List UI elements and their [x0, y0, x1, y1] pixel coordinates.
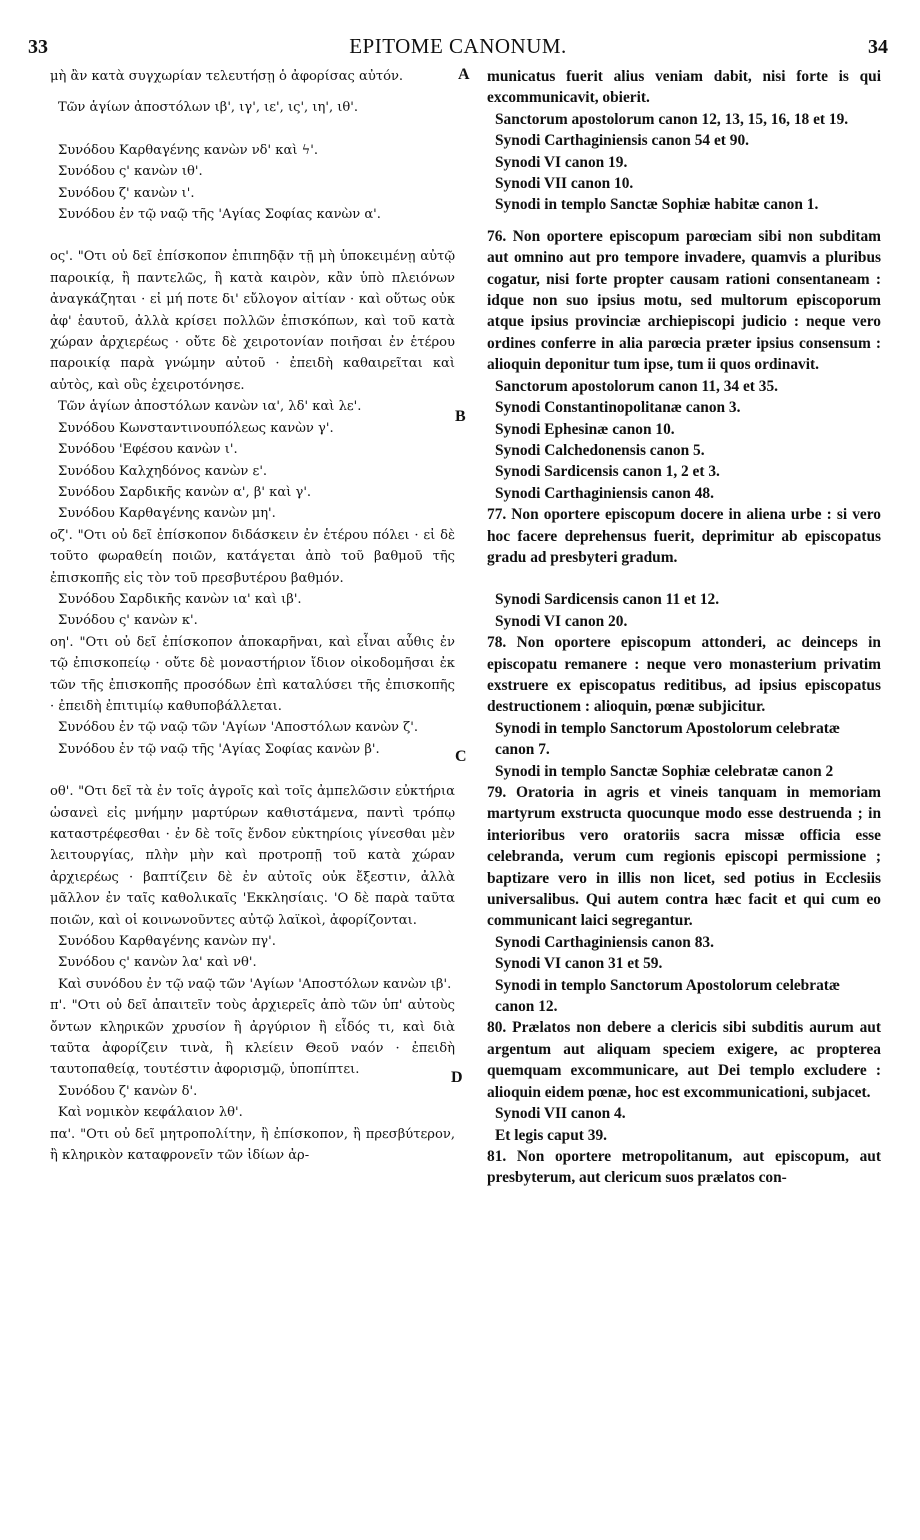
running-title: EPITOME CANONUM.	[349, 34, 567, 58]
margin-marker-a: A	[458, 66, 470, 83]
latin-canon-78: 78. Non oportere episcopum attonderi, ac deinceps in episcopatu remanere : neque vero monasterium privatim exstruere ex episcopatus reditibus, ad ipsius episcopatus destructionem : alioquin, pœnæ subjicitur.	[487, 634, 881, 716]
greek-reference: Καὶ συνόδου ἐν τῷ ναῷ τῶν 'Αγίων 'Αποστόλων κανὼν ιβ'.	[58, 976, 452, 992]
latin-reference: Synodi VI canon 19.	[495, 153, 628, 171]
latin-reference: Synodi VI canon 31 et 59.	[495, 955, 663, 973]
latin-reference: Sanctorum apostolorum canon 11, 34 et 35.	[495, 377, 779, 395]
latin-reference: Synodi in templo Sanctorum Apostolorum celebratæ canon 7.	[495, 719, 841, 759]
greek-canon-76: ος'. "Οτι οὐ δεῖ ἐπίσκοπον ἐπιπηδᾷν τῇ μὴ ὑποκειμένῃ αὐτῷ παροικίᾳ, ἢ παντελῶς, ἢ κατὰ καιρὸν, κἂν ὑπὸ πλειόνων ἀναγκάζηται · εἰ μή ποτε δι' εὔλογον αἰτίαν · καὶ οὕτως οὐκ ἀφ' ἑαυτοῦ, ἀλλὰ κρίσει πολλῶν ἐπισκόπων, καὶ τοῦ κατὰ χώραν ἀρχιερέως · οὔτε δὲ χειροτονίαν ποιῆσαι ἐν ἑτέρου παροικίᾳ παρὰ γνώμην αὐτοῦ · ἐπειδὴ καθαιρεῖται καὶ αὐτὸς, καὶ οὓς ἐχειροτόνησε.	[50, 249, 455, 393]
margin-marker-d: D	[451, 1069, 463, 1086]
greek-reference: Καὶ νομικὸν κεφάλαιον λθ'.	[58, 1105, 243, 1121]
greek-reference: Συνόδου ἐν τῷ ναῷ τῆς 'Αγίας Σοφίας κανὼν α'.	[58, 207, 381, 223]
greek-reference: Συνόδου ς' κανὼν ιθ'.	[58, 164, 203, 180]
latin-reference: Sanctorum apostolorum canon 12, 13, 15, 16, 18 et 19.	[495, 110, 849, 128]
latin-canon-80: 80. Prælatos non debere a clericis sibi subditis aurum aut argentum aut aliquam speciem exigere, ac propterea quemquam excommunicare, aut Dei templo excludere : alioquin eidem pœnæ, hoc est excommunicationi, subjacet.	[487, 1019, 881, 1101]
greek-reference: Συνόδου Καρθαγένης κανὼν νδ' καὶ ϟ'.	[58, 142, 319, 158]
left-page-number: 33	[28, 36, 48, 58]
greek-line: μὴ ἂν κατὰ συγχωρίαν τελευτήσῃ ὁ ἀφορίσας αὐτόν.	[50, 69, 404, 84]
latin-reference: Synodi VII canon 4.	[495, 1105, 626, 1123]
greek-reference: Συνόδου ἐν τῷ ναῷ τῆς 'Αγίας Σοφίας κανὼν β'.	[58, 741, 380, 757]
latin-canon-79: 79. Oratoria in agris et vineis tanquam in memoriam martyrum exstructa quocunque modo esse destruenda ; in interioribus vero oratoriis sacra missæ officia esse celebranda, verum cum regionis episcopi permissione ; baptizare vero in illis non licet, sed potius in Ecclesiis universalibus. Qui autem contra hæc facit et qui cum eo communicant laici segregantur.	[487, 784, 881, 930]
greek-reference: Συνόδου ζ' κανὼν ι'.	[58, 185, 195, 201]
latin-column	[487, 66, 881, 1189]
latin-reference: Synodi in templo Sanctæ Sophiæ celebratæ canon 2	[495, 762, 834, 780]
greek-reference: Συνόδου Κωνσταντινουπόλεως κανὼν γ'.	[58, 420, 334, 436]
greek-reference: Συνόδου Καρθαγένης κανὼν πγ'.	[58, 934, 276, 950]
running-header	[28, 34, 888, 64]
latin-reference: Synodi Carthaginiensis canon 48.	[495, 484, 714, 502]
latin-reference: Synodi Constantinopolitanæ canon 3.	[495, 399, 741, 417]
greek-reference: Συνόδου 'Εφέσου κανὼν ι'.	[58, 442, 238, 458]
greek-canon-80: π'. "Οτι οὐ δεῖ ἀπαιτεῖν τοὺς ἀρχιερεῖς ἀπὸ τῶν ὑπ' αὐτοὺς ὄντων κληρικῶν χρυσίον ἢ ἀργύριον ἢ εἶδός τι, καὶ διὰ ταῦτα ἀφορίζειν τινὰ, ἢ κλείειν Θεοῦ ναόν · ἐπειδὴ ταυτοπαθείᾳ, τουτέστιν ἀφορισμῷ, ὑποπίπτει.	[50, 998, 455, 1078]
latin-canon-77: 77. Non oportere episcopum docere in aliena urbe : si vero hoc facere deprehensus fuerit, deprimitur ab episcopatus gradu ad presbyteri gradum.	[487, 506, 881, 566]
latin-reference: Et legis caput 39.	[495, 1126, 608, 1144]
greek-column	[50, 66, 455, 1167]
greek-reference: Τῶν ἁγίων ἀποστόλων ιβ', ιγ', ιε', ις', ιη', ιθ'.	[58, 100, 359, 116]
greek-reference: Συνόδου ς' κανὼν κ'.	[58, 613, 198, 629]
greek-canon-77: οζ'. "Οτι οὐ δεῖ ἐπίσκοπον διδάσκειν ἐν ἑτέρου πόλει · εἰ δὲ τοῦτο φωραθείη ποιῶν, κατάγεται ἀπὸ τοῦ βαθμοῦ τῆς ἐπισκοπῆς εἰς τὸν τοῦ πρεσβυτέρου βαθμόν.	[50, 527, 455, 586]
greek-reference: Συνόδου ζ' κανὼν δ'.	[58, 1083, 198, 1099]
latin-reference: Synodi Calchedonensis canon 5.	[495, 441, 705, 459]
latin-reference: Synodi Sardicensis canon 11 et 12.	[495, 591, 720, 609]
greek-reference: Συνόδου Σαρδικῆς κανὼν α', β' καὶ γ'.	[58, 484, 312, 500]
greek-reference: Συνόδου ς' κανὼν λα' καὶ νθ'.	[58, 955, 257, 971]
latin-reference: Synodi Carthaginiensis canon 54 et 90.	[495, 132, 749, 150]
latin-reference: Synodi Carthaginiensis canon 83.	[495, 933, 714, 951]
latin-canon-76: 76. Non oportere episcopum parœciam sibi non subditam aut omnino aut pro tempore invadere, quamvis a pluribus cogatur, nisi forte propter causam rationi consentaneam : idque non suo ipsius motu, sed multorum episcoporum atque ipsius provinciæ archiepiscopi judicio : neque vero ordines conferre in alia parœcia præter ipsius consensum : alioquin deponitur tum ipse, tum ii quos ordinavit.	[487, 227, 881, 374]
latin-reference: Synodi Ephesinæ canon 10.	[495, 420, 675, 438]
greek-reference: Συνόδου Σαρδικῆς κανὼν ια' καὶ ιβ'.	[58, 591, 302, 607]
right-page-number: 34	[868, 36, 888, 58]
greek-canon-78: οη'. "Οτι οὐ δεῖ ἐπίσκοπον ἀποκαρῆναι, καὶ εἶναι αὖθις ἐν τῷ ἐπισκοπείῳ · οὔτε δὲ μοναστήριον ἴδιον οἰκοδομῆσαι ἐκ τῶν τῆς ἐπισκοπῆς προσόδων ἐπὶ καταλύσει τῆς ἐπισκοπῆς · ἐπειδὴ ἐπιτιμίῳ καθυποβάλλεται.	[50, 634, 455, 714]
latin-line: municatus fuerit alius veniam dabit, nisi forte is qui excommunicavit, obierit.	[487, 68, 881, 107]
latin-reference: Synodi Sardicensis canon 1, 2 et 3.	[495, 463, 720, 481]
greek-reference: Συνόδου Καλχηδόνος κανὼν ε'.	[58, 463, 268, 479]
margin-marker-c: C	[455, 748, 467, 765]
margin-marker-b: B	[455, 408, 466, 425]
latin-reference: Synodi in templo Sanctæ Sophiæ habitæ canon 1.	[495, 196, 819, 214]
latin-reference: Synodi VII canon 10.	[495, 175, 634, 193]
greek-reference: Συνόδου Καρθαγένης κανὼν μη'.	[58, 506, 276, 522]
greek-canon-79: οθ'. "Οτι δεῖ τὰ ἐν τοῖς ἀγροῖς καὶ τοῖς ἀμπελῶσιν εὐκτήρια ὡσανεὶ εἰς μνήμην μαρτύρων καθιστάμενα, παντὶ τρόπῳ καταστρέφεσθαι · ἐν δὲ τοῖς ἔνδον εὐκτηρίοις γίνεσθαι μὲν λειτουργίας, πλὴν μὴν καὶ προτροπῇ τοῦ κατὰ χώραν ἀρχιερέως · βαπτίζειν δὲ ἐν αὐτοῖς οὐκ ἔξεστιν, ἀλλὰ μᾶλλον ἐν ταῖς καθολικαῖς 'Εκκλησίαις. 'Ο δὲ παρὰ ταῦτα ποιῶν, καὶ οἱ κοινωνοῦντες αὐτῷ λαϊκοὶ, ἀφορίζονται.	[50, 784, 455, 928]
greek-canon-81: πα'. "Οτι οὐ δεῖ μητροπολίτην, ἢ ἐπίσκοπον, ἢ πρεσβύτερον, ἢ κληρικὸν καταφρονεῖν τῶν ἰδίων ἀρ-	[50, 1126, 455, 1164]
greek-reference: Συνόδου ἐν τῷ ναῷ τῶν 'Αγίων 'Αποστόλων κανὼν ζ'.	[58, 720, 419, 736]
latin-reference: Synodi in templo Sanctorum Apostolorum celebratæ canon 12.	[495, 976, 841, 1016]
greek-reference: Τῶν ἁγίων ἀποστόλων κανὼν ια', λδ' καὶ λε'.	[58, 399, 362, 415]
latin-reference: Synodi VI canon 20.	[495, 612, 628, 630]
latin-canon-81: 81. Non oportere metropolitanum, aut episcopum, aut presbyterum, aut clericum suos prælatos con-	[487, 1147, 881, 1187]
